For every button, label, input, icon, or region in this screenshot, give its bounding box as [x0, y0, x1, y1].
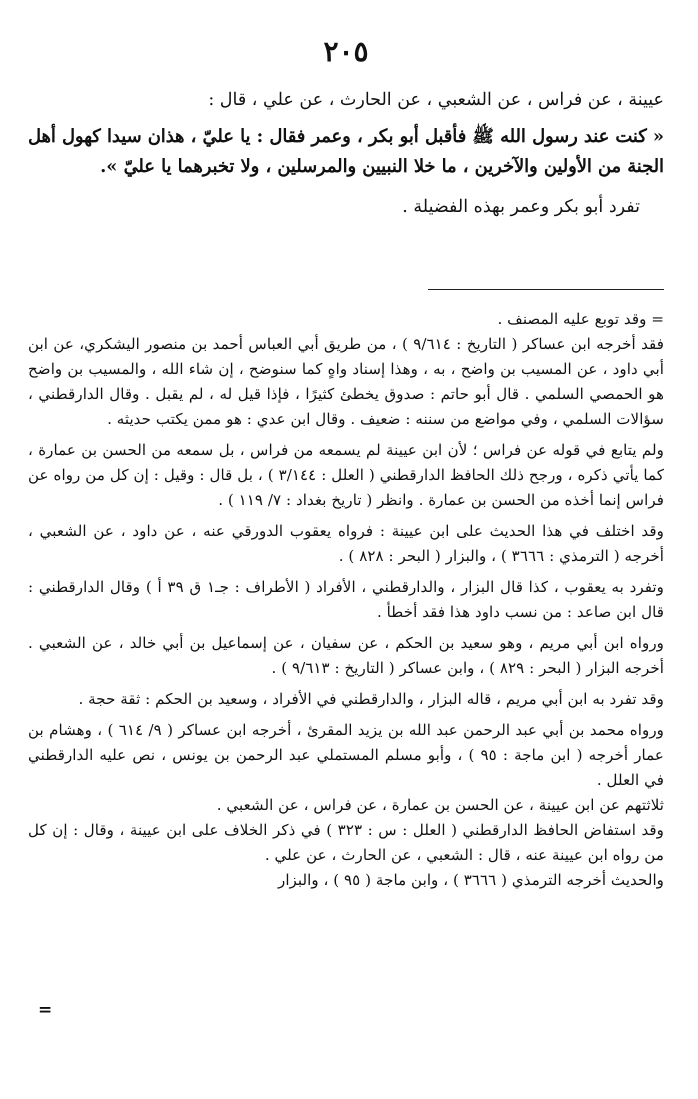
footnote-paragraph: ورواه ابن أبي مريم ، وهو سعيد بن الحكم ، عن سفيان ، عن إسماعيل بن أبي خالد ، عن الشعبي . أخرجه البزار ( البحر : ٨٢٩ ) ، وابن عساكر ( التاريخ : ٩/٦١٣ ) . — [28, 634, 664, 677]
footnote-paragraph: وقد استفاض الحافظ الدارقطني ( العلل : س : ٣٢٣ ) في ذكر الخلاف على ابن عيينة ، وقال : إن كل من رواه ابن عيينة عنه ، قال : الشعبي ، عن الحارث ، عن علي . — [28, 821, 665, 864]
footnote-paragraph: فقد أخرجه ابن عساكر ( التاريخ : ٩/٦١٤ ) ، من طريق أبي العباس أحمد بن منصور اليشكري، عن ابن أبي داود ، عن المسيب بن واضح ، به ، وهذا إسناد واهٍ كما سنوضح ، إن شاء الله ، والمسيب بن واضح هو الحمصي السلمي . قال أبو حاتم : صدوق يخطئ كثيرًا ، فإذا قيل له ، لم يقبل . وقال الدارقطني ، سؤالات السلمي ، وفي مواضع من سننه : ضعيف . وقال ابن عدي : هو ممن يكتب حديثه . — [28, 335, 664, 428]
footnote-divider — [428, 289, 664, 290]
continuation-mark: = — [38, 1000, 53, 1020]
footnote-paragraph: وقد اختلف في هذا الحديث على ابن عيينة : فرواه يعقوب الدورقي عنه ، عن داود ، عن الشعبي ، أخرجه ( الترمذي : ٣٦٦٦ ) ، والبزار ( البحر : ٨٢٨ ) . — [28, 522, 664, 565]
footnote-paragraph: ثلاثتهم عن ابن عيينة ، عن الحسن بن عمارة ، عن فراس ، عن الشعبي . — [216, 796, 664, 814]
footnote-paragraph: وقد تفرد به ابن أبي مريم ، قاله البزار ، والدارقطني في الأفراد ، وسعيد بن الحكم : ثقة حجة . — [78, 690, 664, 708]
hadith-text: « كنت عند رسول الله ﷺ فأقبل أبو بكر ، وعمر فقال : يا عليّ ، هذان سيدا كهول أهل الجنة من الأولين والآخرين ، ما خلا النبيين والمرسلين ، ولا تخبرهما يا عليّ ». — [28, 126, 664, 177]
isnad-line: عيينة ، عن فراس ، عن الشعبي ، عن الحارث ، عن علي ، قال : — [208, 90, 664, 110]
verdict-line: تفرد أبو بكر وعمر بهذه الفضيلة . — [402, 197, 640, 217]
footnote-paragraph: ورواه محمد بن أبي عبد الرحمن عبد الله بن يزيد المقرئ ، أخرجه ابن عساكر ( ٩/ ٦١٤ ) ، وهشام بن عمار أخرجه ( ابن ماجة : ٩٥ ) ، وأبو مسلم المستملي عبد الرحمن بن يونس ، نص عليه الدارقطني في العلل . — [28, 721, 664, 789]
footnote-paragraph: = وقد توبع عليه المصنف . — [497, 310, 664, 328]
book-page — [28, 0, 664, 1099]
main-text — [28, 84, 664, 224]
footnotes — [28, 307, 664, 893]
page-number: ٢٠٥ — [323, 35, 369, 68]
footnote-paragraph: ولم يتابع في قوله عن فراس ؛ لأن ابن عيينة لم يسمعه من فراس ، بل سمعه من الحسن بن عمارة ، كما يأتي ذكره ، ورجح ذلك الحافظ الدارقطني ( العلل : ٣/١٤٤ ) ، بل قال : وقيل : إن كل من رواه عن فراس إنما أخذه من الحسن بن عمارة . وانظر ( تاريخ بغداد : ٧/ ١١٩ ) . — [28, 441, 664, 509]
footnote-paragraph: والحديث أخرجه الترمذي ( ٣٦٦٦ ) ، وابن ماجة ( ٩٥ ) ، والبزار — [278, 871, 664, 889]
footnote-paragraph: وتفرد به يعقوب ، كذا قال البزار ، والدارقطني ، الأفراد ( الأطراف : جـ١ ق ٣٩ أ ) وقال الدارقطني : قال ابن صاعد : من نسب داود هذا فقد أخطأ . — [28, 578, 664, 621]
